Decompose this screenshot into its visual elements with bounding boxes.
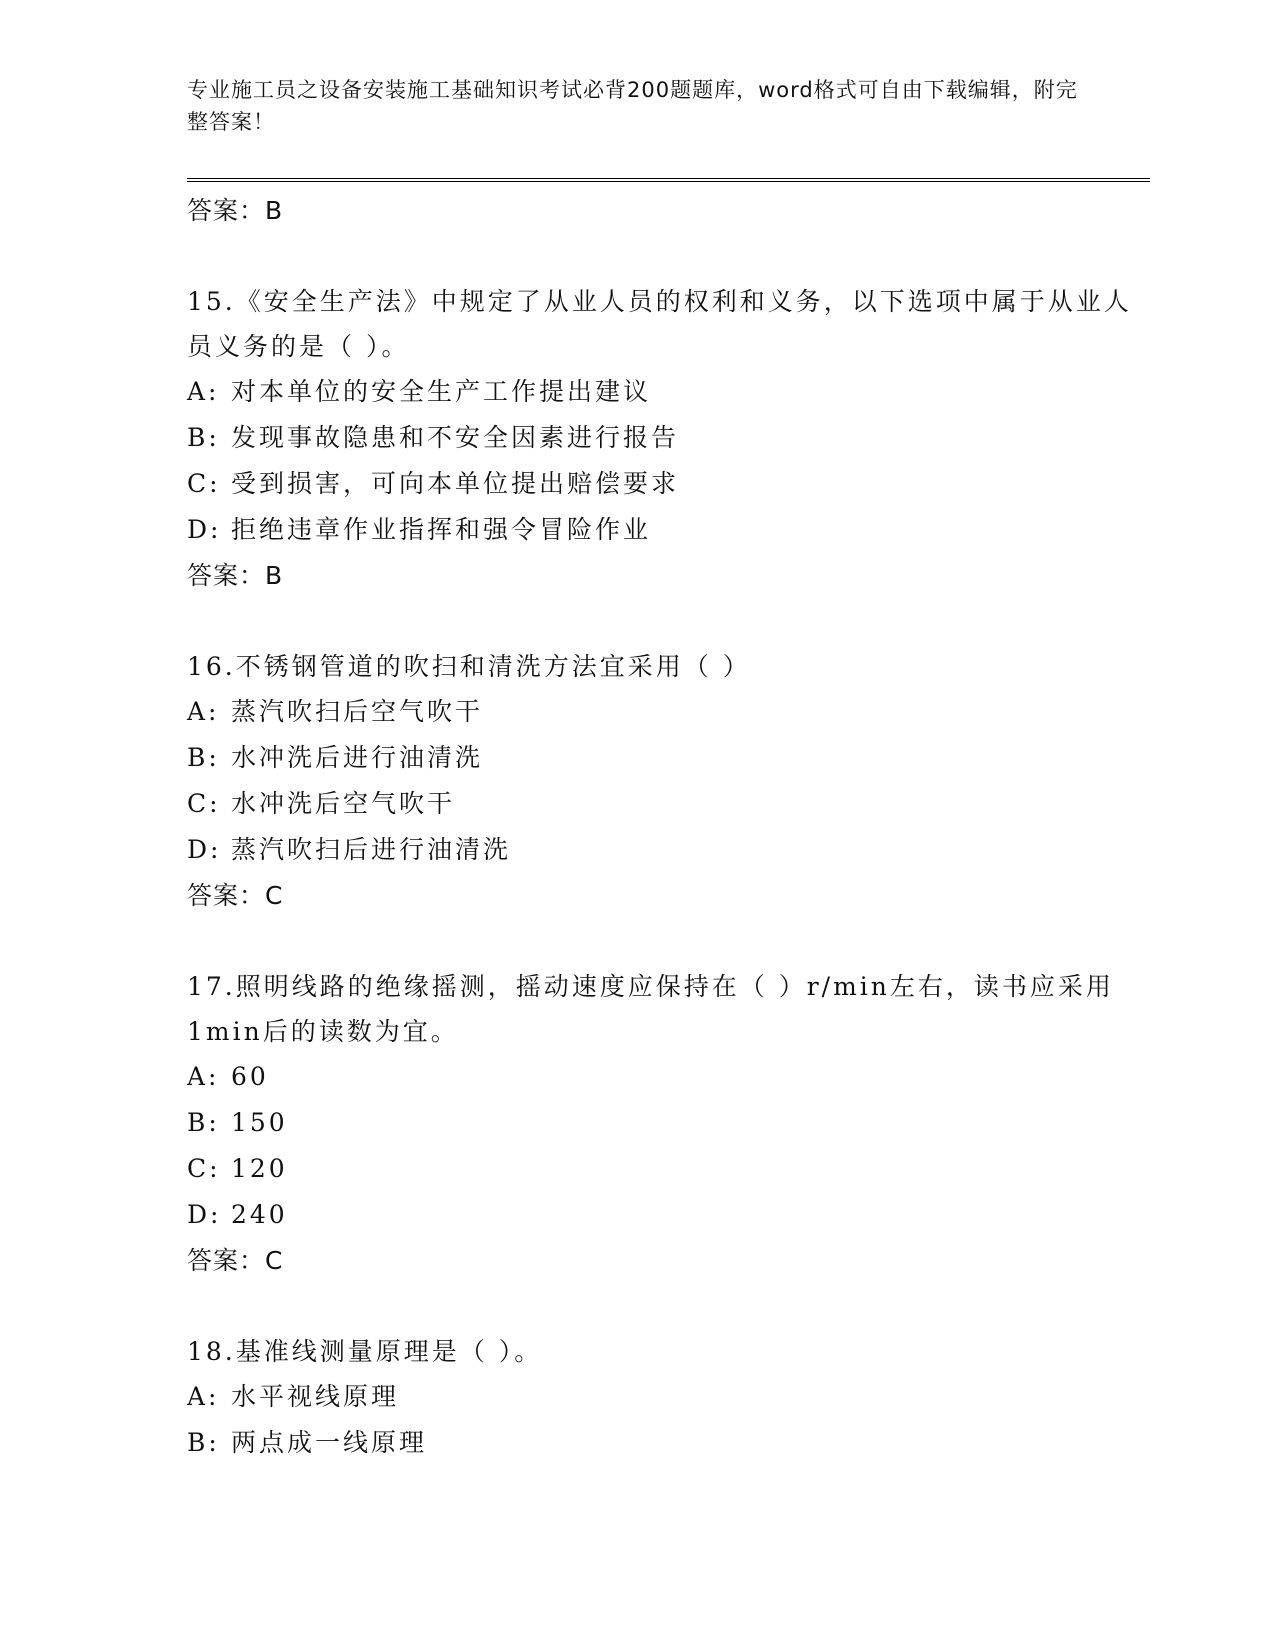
option-b xyxy=(187,735,1147,781)
option-letter: B: xyxy=(187,1428,220,1457)
answer-line: 答案：C xyxy=(187,881,284,910)
option-d xyxy=(187,827,1147,873)
option-letter: B: xyxy=(187,1108,220,1137)
option-text: 120 xyxy=(231,1154,288,1183)
spacer xyxy=(187,1284,1147,1329)
option-letter: D: xyxy=(187,515,222,544)
header-divider xyxy=(187,178,1150,182)
option-text: 发现事故隐患和不安全因素进行报告 xyxy=(231,423,680,452)
option-text: 两点成一线原理 xyxy=(231,1428,428,1457)
option-letter: B: xyxy=(187,423,220,452)
question-stem: 16.不锈钢管道的吹扫和清洗方法宜采用（ ） xyxy=(187,652,751,681)
option-a xyxy=(187,1054,1147,1100)
option-letter: C: xyxy=(187,789,221,818)
option-text: 对本单位的安全生产工作提出建议 xyxy=(231,377,652,406)
option-c xyxy=(187,461,1147,507)
option-text: 拒绝违章作业指挥和强令冒险作业 xyxy=(231,515,652,544)
option-text: 受到损害，可向本单位提出赔偿要求 xyxy=(231,469,680,498)
answer-line: 答案：B xyxy=(187,561,284,590)
option-text: 蒸汽吹扫后进行油清洗 xyxy=(231,835,512,864)
option-letter: A: xyxy=(187,697,220,726)
option-letter: A: xyxy=(187,1062,220,1091)
answer-line: 答案：C xyxy=(187,1246,284,1275)
option-c xyxy=(187,781,1147,827)
option-b xyxy=(187,415,1147,461)
option-text: 水冲洗后进行油清洗 xyxy=(231,743,484,772)
option-text: 水平视线原理 xyxy=(231,1382,400,1411)
option-letter: A: xyxy=(187,1382,220,1411)
option-a xyxy=(187,369,1147,415)
option-letter: A: xyxy=(187,377,220,406)
option-text: 60 xyxy=(231,1062,269,1091)
option-text: 水冲洗后空气吹干 xyxy=(231,789,456,818)
option-d xyxy=(187,507,1147,553)
spacer xyxy=(187,599,1147,644)
question-stem: 17.照明线路的绝缘摇测，摇动速度应保持在（ ）r/min左右，读书应采用1min后的读数为宜。 xyxy=(187,972,1114,1046)
option-letter: C: xyxy=(187,1154,221,1183)
answer-line: 答案：B xyxy=(187,196,284,225)
spacer xyxy=(187,234,1147,279)
option-text: 240 xyxy=(231,1200,288,1229)
option-text: 蒸汽吹扫后空气吹干 xyxy=(231,697,484,726)
option-letter: D: xyxy=(187,1200,222,1229)
option-a xyxy=(187,689,1147,735)
question-stem: 18.基准线测量原理是（ ）。 xyxy=(187,1337,543,1366)
option-b xyxy=(187,1420,1147,1466)
option-text: 150 xyxy=(231,1108,288,1137)
question-stem: 15.《安全生产法》中规定了从业人员的权利和义务，以下选项中属于从业人员义务的是（ ）。 xyxy=(187,287,1132,361)
option-letter: D: xyxy=(187,835,222,864)
option-a xyxy=(187,1374,1147,1420)
spacer xyxy=(187,919,1147,964)
question-list xyxy=(187,188,1147,1466)
document-header: 专业施工员之设备安装施工基础知识考试必背200题题库，word格式可自由下载编辑，附完整答案！ xyxy=(187,78,1078,134)
option-letter: B: xyxy=(187,743,220,772)
option-letter: C: xyxy=(187,469,221,498)
option-c xyxy=(187,1146,1147,1192)
option-d xyxy=(187,1192,1147,1238)
option-b xyxy=(187,1100,1147,1146)
